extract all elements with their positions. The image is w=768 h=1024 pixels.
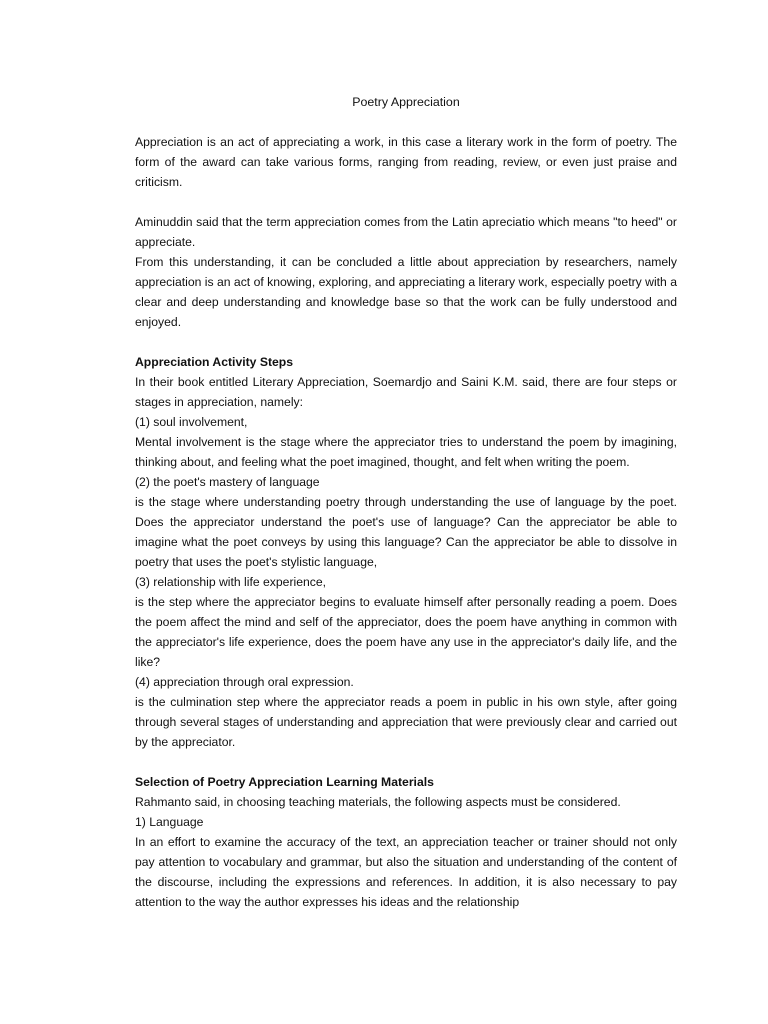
paragraph-gap (135, 752, 677, 772)
step-3-text: is the step where the appreciator begins to evaluate himself after personally reading a poem. Does the poem affect the mind and self of the appreciator, does the poem have anything in common with the appreciator's life experience, does the poem have any use in the appreciator's daily life, and the like? (135, 595, 677, 669)
step-4-text: is the culmination step where the appreciator reads a poem in public in his own style, after going through several stages of understanding and appreciation that were previously clear and carried out by the appreciator. (135, 695, 677, 749)
steps-intro: In their book entitled Literary Appreciation, Soemardjo and Saini K.M. said, there are four steps or stages in appreciation, namely: (135, 375, 677, 409)
page-title: Poetry Appreciation (352, 95, 460, 109)
paragraph-gap (135, 332, 677, 352)
step-1-label: (1) soul involvement, (135, 415, 248, 429)
materials-item-text: In an effort to examine the accuracy of the text, an appreciation teacher or trainer should not only pay attention to vocabulary and grammar, but also the situation and understanding of the content of the discourse, including the expressions and references. In addition, it is also necessary to pay attention to the way the author expresses his ideas and the relationship (135, 835, 677, 909)
materials-intro: Rahmanto said, in choosing teaching materials, the following aspects must be considered. (135, 795, 621, 809)
step-4-label: (4) appreciation through oral expression. (135, 675, 354, 689)
materials-heading: Selection of Poetry Appreciation Learning Materials (135, 775, 434, 789)
step-3-label: (3) relationship with life experience, (135, 575, 327, 589)
materials-item-label: 1) Language (135, 815, 204, 829)
paragraph-gap (135, 192, 677, 212)
step-1-text: Mental involvement is the stage where the appreciator tries to understand the poem by imagining, thinking about, and feeling what the poet imagined, thought, and felt when writing the poem. (135, 435, 677, 469)
step-2-text: is the stage where understanding poetry through understanding the use of language by the poet. Does the appreciator understand the poet's use of language? Can the appreciator be able to imagine what the poet conveys by using this language? Can the appreciator be able to dissolve in poetry that uses the poet's stylistic language, (135, 495, 677, 569)
intro-paragraph-2: Aminuddin said that the term appreciation comes from the Latin apreciatio which means "to heed" or appreciate. (135, 215, 677, 249)
intro-paragraph-1: Appreciation is an act of appreciating a work, in this case a literary work in the form of poetry. The form of the award can take various forms, ranging from reading, review, or even just praise and criticism. (135, 135, 677, 189)
step-2-label: (2) the poet's mastery of language (135, 475, 320, 489)
intro-paragraph-3: From this understanding, it can be concluded a little about appreciation by researchers, namely appreciation is an act of knowing, exploring, and appreciating a literary work, especially poetry with a clear and deep understanding and knowledge base so that the work can be fully understood and enjoyed. (135, 255, 677, 329)
document-page (135, 88, 677, 912)
steps-heading: Appreciation Activity Steps (135, 355, 294, 369)
